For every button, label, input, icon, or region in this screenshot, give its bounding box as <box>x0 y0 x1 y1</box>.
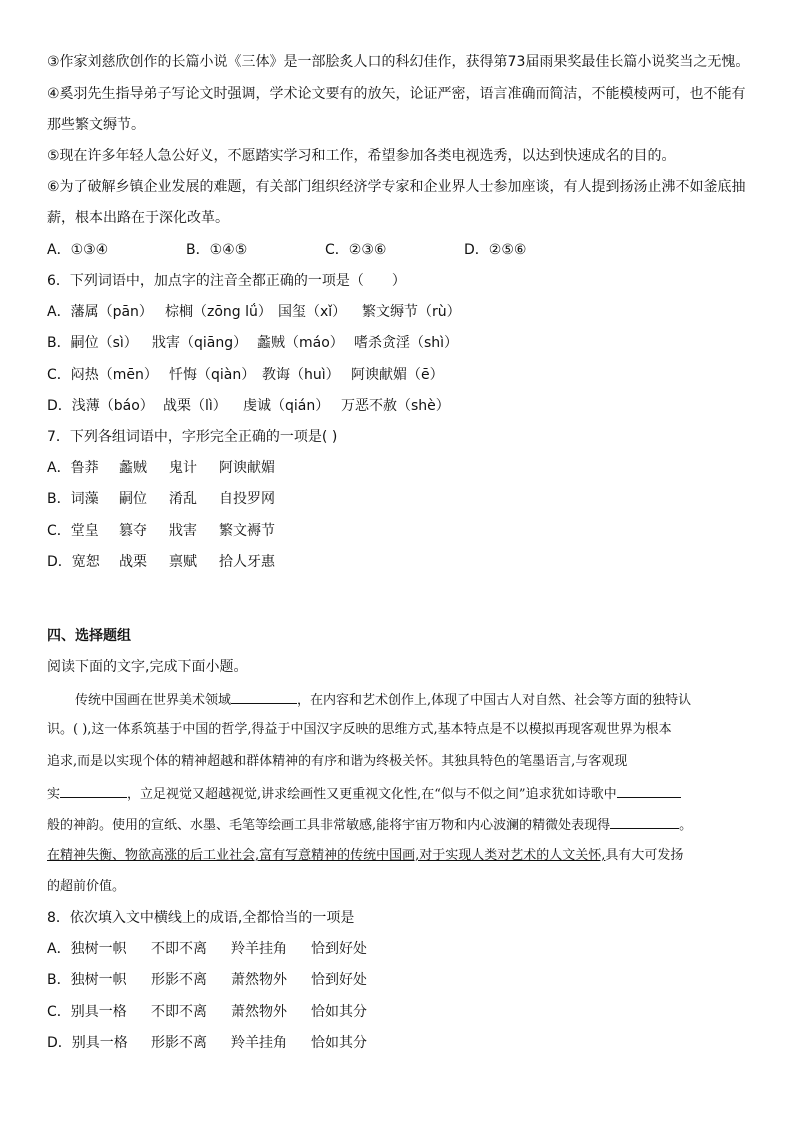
q8-b-word3: 萧然物外 <box>231 972 287 988</box>
q8-option-b[interactable] <box>47 970 367 990</box>
q5-option-c[interactable]: C．②③⑥ <box>325 242 387 258</box>
blank-1[interactable] <box>231 689 297 704</box>
passage-line-2: 识。( ),这一体系筑基于中国的哲学,得益于中国汉字反映的思维方式,基本特点是不以模拟再现客观世界为根本 <box>47 722 672 737</box>
q6-d-word2: 战栗（lì） <box>163 398 227 414</box>
q7-option-a[interactable] <box>47 458 275 478</box>
q8-a-word3: 羚羊挂角 <box>231 941 287 957</box>
passage-text: 般的神韵。使用的宣纸、水墨、毛笔等绘画工具非常敏感,能将宇宙万物和内心波澜的精微处表现得 <box>47 818 611 833</box>
q5-item-6-line2: 薪，根本出路在于深化改革。 <box>47 210 229 226</box>
q5-options <box>47 240 526 260</box>
q6-c-word2: 忏悔（qiàn） <box>169 367 256 383</box>
q6-b-word1: B．嗣位（sì） <box>47 335 138 351</box>
q5-option-a[interactable]: A．①③④ <box>47 242 109 258</box>
q5-item-3: ③作家刘慈欣创作的长篇小说《三体》是一部脍炙人口的科幻佳作，获得第73届雨果奖最佳长篇小说奖当之无愧。 <box>47 54 750 70</box>
q6-c-word1: C．闷热（mēn） <box>47 367 158 383</box>
q8-d-word3: 羚羊挂角 <box>231 1035 287 1051</box>
passage-text: 传统中国画在世界美术领域 <box>75 693 232 708</box>
q7-b-word4: 自投罗网 <box>219 491 275 507</box>
q7-c-word2: 篡夺 <box>119 523 147 539</box>
passage-text: 实 <box>47 787 61 802</box>
q5-item-4-line1: ④奚羽先生指导弟子写论文时强调，学术论文要有的放矢，论证严密，语言准确而简洁，不能模棱两可，也不能有 <box>47 86 746 102</box>
section-title: 四、选择题组 <box>47 628 131 644</box>
q8-c-word4: 恰如其分 <box>311 1004 367 1020</box>
q8-a-word2: 不即不离 <box>151 941 207 957</box>
q7-a-word4: 阿谀献媚 <box>219 460 275 476</box>
q6-option-d[interactable] <box>47 396 450 416</box>
q6-d-word4: 万恶不赦（shè） <box>341 398 450 414</box>
q8-a-word1: A．独树一帜 <box>47 941 127 957</box>
passage-line-3: 追求,而是以实现个体的精神超越和群体精神的有序和谐为终极关怀。其独具特色的笔墨语言,与客观现 <box>47 754 628 769</box>
q8-d-word4: 恰如其分 <box>311 1035 367 1051</box>
q7-a-word3: 鬼计 <box>169 460 197 476</box>
passage-line-1 <box>75 689 691 711</box>
blank-2[interactable] <box>60 783 127 798</box>
passage-line-4 <box>47 783 681 805</box>
q8-b-word2: 形影不离 <box>151 972 207 988</box>
q8-c-word1: C．别具一格 <box>47 1004 127 1020</box>
q7-option-d[interactable] <box>47 552 275 572</box>
passage-line-5 <box>47 814 692 836</box>
q8-option-a[interactable] <box>47 939 367 959</box>
q7-b-word1: B．词藻 <box>47 491 99 507</box>
q8-c-word3: 萧然物外 <box>231 1004 287 1020</box>
q8-stem: 8．依次填入文中横线上的成语,全都恰当的一项是 <box>47 910 355 926</box>
passage-text: 具有大可发扬 <box>605 848 684 863</box>
q7-d-word1: D．宽恕 <box>47 554 100 570</box>
q6-a-word2: 棕榈（zōng lǘ） <box>165 304 272 320</box>
q6-b-word4: 嗜杀贪淫（shì） <box>354 335 459 351</box>
q5-item-6-line1: ⑥为了破解乡镇企业发展的难题，有关部门组织经济学专家和企业界人士参加座谈，有人提到扬汤止沸不如釜底抽 <box>47 179 746 195</box>
q7-c-word4: 繁文褥节 <box>219 523 275 539</box>
q5-option-d[interactable]: D．②⑤⑥ <box>464 242 527 258</box>
q7-d-word4: 拾人牙惠 <box>219 554 275 570</box>
q8-b-word4: 恰到好处 <box>311 972 367 988</box>
q5-item-5: ⑤现在许多年轻人急公好义，不愿踏实学习和工作，希望参加各类电视选秀，以达到快速成名的目的。 <box>47 148 676 164</box>
q6-d-word1: D．浅薄（báo） <box>47 398 154 414</box>
q6-a-word4: 繁文缛节（rù） <box>362 304 461 320</box>
section-instruction: 阅读下面的文字,完成下面小题。 <box>47 659 248 675</box>
q7-b-word3: 淆乱 <box>169 491 197 507</box>
q6-b-word3: 蠡贼（máo） <box>257 335 344 351</box>
q8-option-d[interactable] <box>47 1033 367 1053</box>
q7-c-word3: 戕害 <box>169 523 197 539</box>
passage-text: 。 <box>679 818 693 833</box>
underlined-sentence: 在精神失衡、物欲高涨的后工业社会,富有写意精神的传统中国画,对于实现人类对艺术的人文关怀, <box>47 848 606 863</box>
q7-a-word1: A．鲁莽 <box>47 460 99 476</box>
q7-d-word3: 禀赋 <box>169 554 197 570</box>
q8-d-word1: D．别具一格 <box>47 1035 128 1051</box>
q6-a-word1: A．藩属（pān） <box>47 304 153 320</box>
q6-c-word3: 教诲（huì） <box>262 367 340 383</box>
passage-line-6 <box>47 846 683 866</box>
q7-a-word2: 蠡贼 <box>119 460 147 476</box>
q8-d-word2: 形影不离 <box>151 1035 207 1051</box>
q5-option-b[interactable]: B．①④⑤ <box>186 242 248 258</box>
q8-option-c[interactable] <box>47 1002 367 1022</box>
q6-a-word3: 国玺（xǐ） <box>278 304 347 320</box>
q7-c-word1: C．堂皇 <box>47 523 99 539</box>
q6-stem: 6．下列词语中，加点字的注音全都正确的一项是（ ） <box>47 273 406 289</box>
q7-d-word2: 战栗 <box>119 554 147 570</box>
passage-text: ，立足视觉又超越视觉,讲求绘画性又更重视文化性,在“似与不似之间”追求犹如诗歌中 <box>127 787 617 802</box>
blank-4[interactable] <box>610 814 679 829</box>
passage-line-7: 的超前价值。 <box>47 879 126 894</box>
q8-b-word1: B．独树一帜 <box>47 972 127 988</box>
q5-item-4-line2: 那些繁文缛节。 <box>47 117 145 133</box>
q7-b-word2: 嗣位 <box>119 491 147 507</box>
passage-text: ，在内容和艺术创作上,体现了中国古人对自然、社会等方面的独特认 <box>297 693 692 708</box>
blank-3[interactable] <box>617 783 681 798</box>
q6-d-word3: 虔诚（qián） <box>243 398 330 414</box>
q6-c-word4: 阿谀献媚（ē） <box>351 367 444 383</box>
q7-option-b[interactable] <box>47 489 275 509</box>
q7-option-c[interactable] <box>47 521 275 541</box>
q6-b-word2: 戕害（qiāng） <box>152 335 248 351</box>
q6-option-a[interactable] <box>47 302 461 322</box>
q6-option-b[interactable] <box>47 333 458 353</box>
q7-stem: 7．下列各组词语中，字形完全正确的一项是( ) <box>47 429 338 445</box>
q8-c-word2: 不即不离 <box>151 1004 207 1020</box>
q8-a-word4: 恰到好处 <box>311 941 367 957</box>
q6-option-c[interactable] <box>47 365 444 385</box>
